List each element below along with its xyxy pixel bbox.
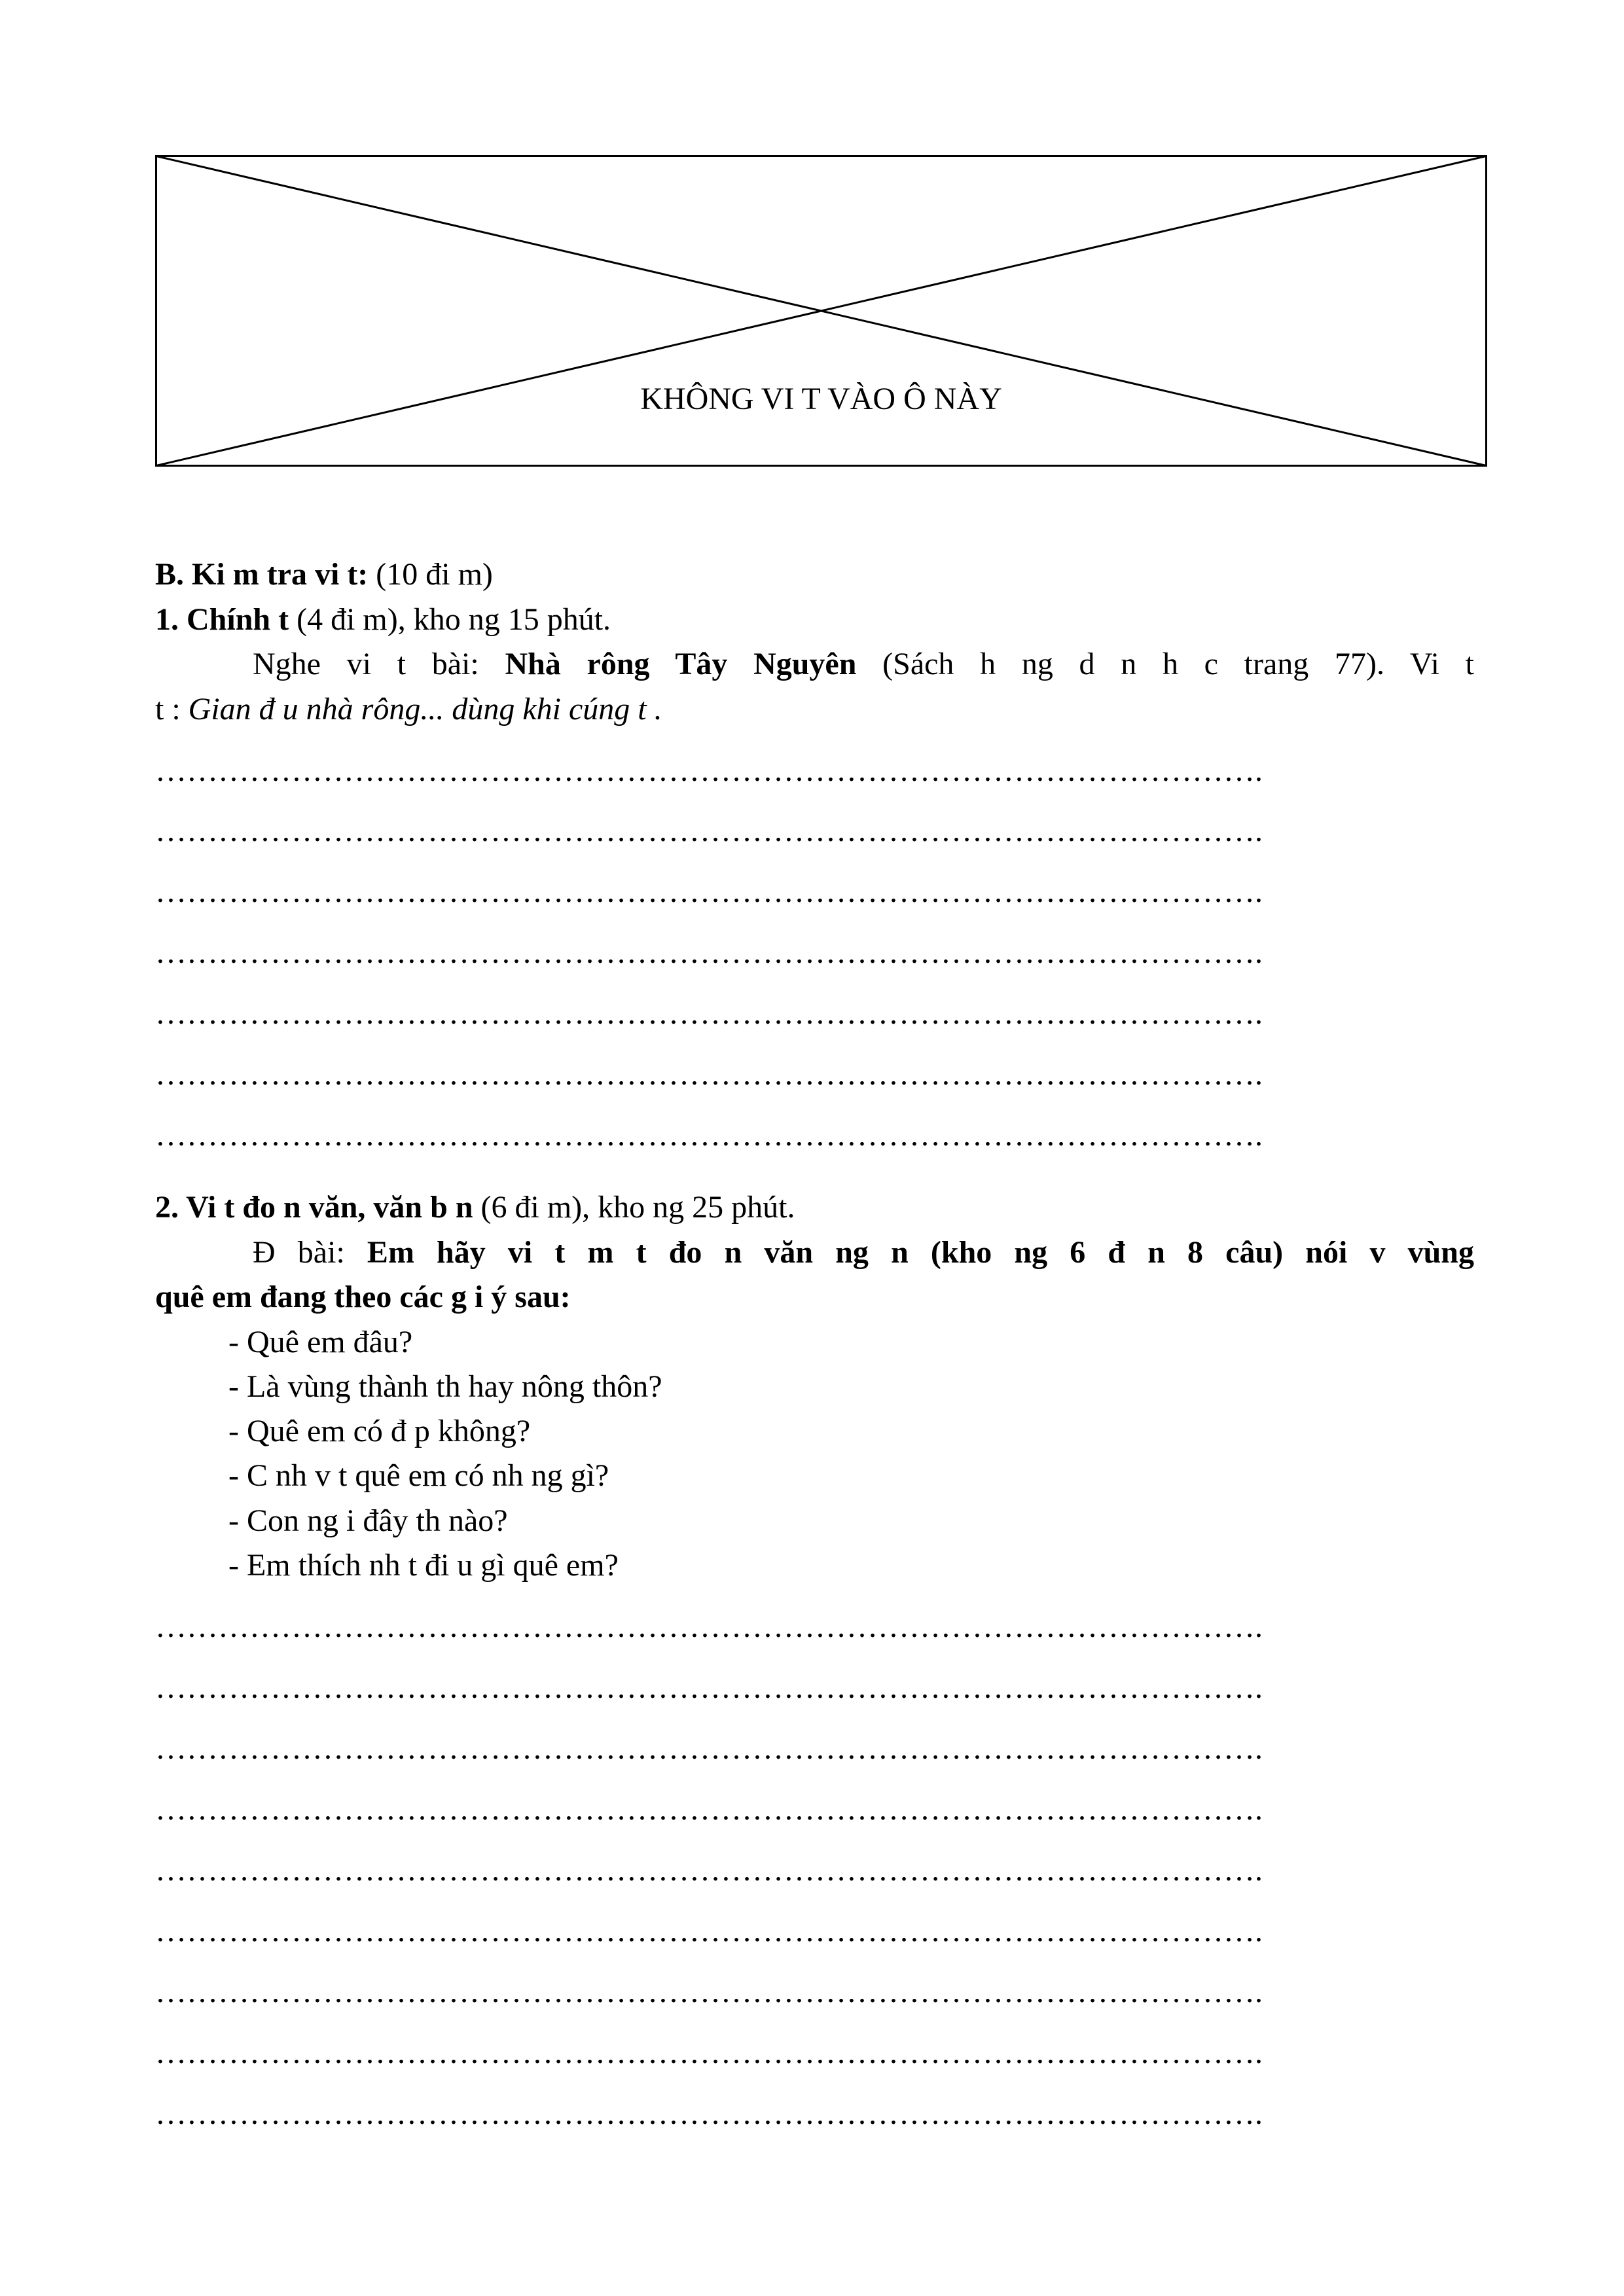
writing-line[interactable]: ……………………………………………………………………………………………. [155,2036,1263,2070]
hint-item: - Con ng i đây th nào? [228,1503,508,1538]
hint-item: - Quê em đâu? [228,1325,413,1359]
writing-line[interactable]: ……………………………………………………………………………………………. [155,2096,1263,2131]
writing-line[interactable]: ……………………………………………………………………………………………. [155,1057,1263,1092]
writing-line[interactable]: ……………………………………………………………………………………………. [155,874,1263,909]
part1-instruction-line2 [155,690,662,729]
writing-line[interactable]: ……………………………………………………………………………………………. [155,1609,1263,1644]
part1-excerpt-range: Gian đ u nhà rông... dùng khi cúng t . [188,692,662,726]
section-b-heading [155,555,493,594]
part2-prompt-label: Đ bài: [253,1235,367,1270]
writing-line[interactable]: ……………………………………………………………………………………………. [155,1731,1263,1766]
part2-prompt-line1 [253,1233,1474,1272]
part2-heading [155,1188,795,1227]
no-write-label: KHÔNG VI T VÀO Ô NÀY [640,382,1002,416]
part1-instruction-line1 [253,645,1474,684]
writing-line[interactable]: ……………………………………………………………………………………………. [155,1792,1263,1827]
writing-line[interactable]: ……………………………………………………………………………………………. [155,1914,1263,1948]
part1-from-label: t : [155,692,189,726]
writing-line[interactable]: ……………………………………………………………………………………………. [155,935,1263,970]
hint-item: - Em thích nh t đi u gì quê em? [228,1548,619,1583]
part2-points: (6 đi m), kho ng 25 phút. [473,1190,795,1225]
hint-item: - Quê em có đ p không? [228,1414,531,1448]
writing-line[interactable]: ……………………………………………………………………………………………. [155,1670,1263,1705]
no-write-box [155,155,1487,467]
cross-lines [155,155,1487,467]
part1-heading [155,600,611,639]
writing-line[interactable]: ……………………………………………………………………………………………. [155,753,1263,788]
writing-line[interactable]: ……………………………………………………………………………………………. [155,1118,1263,1153]
part1-listen-label: Nghe vi t bài: [253,647,505,681]
section-b-title: B. Ki m tra vi t: [155,557,369,592]
hint-item: - Là vùng thành th hay nông thôn? [228,1369,662,1404]
part1-source: (Sách h ng d n h c trang 77). Vi t [856,647,1474,681]
writing-line[interactable]: ……………………………………………………………………………………………. [155,1853,1263,1888]
writing-line[interactable]: ……………………………………………………………………………………………. [155,996,1263,1031]
part1-points: (4 đi m), kho ng 15 phút. [289,602,611,637]
writing-line[interactable]: ……………………………………………………………………………………………. [155,1975,1263,2009]
section-b-points: (10 đi m) [368,557,493,592]
part2-prompt-text-1: Em hãy vi t m t đo n văn ng n (kho ng 6 đ n 8 câu) nói v vùng [367,1235,1475,1270]
part1-text-title: Nhà rông Tây Nguyên [505,647,857,681]
hint-item: - C nh v t quê em có nh ng gì? [228,1458,609,1493]
writing-line[interactable]: ……………………………………………………………………………………………. [155,814,1263,848]
part1-title: 1. Chính t [155,602,289,637]
part2-prompt-line2: quê em đang theo các g i ý sau: [155,1280,571,1314]
part2-title: 2. Vi t đo n văn, văn b n [155,1190,473,1225]
